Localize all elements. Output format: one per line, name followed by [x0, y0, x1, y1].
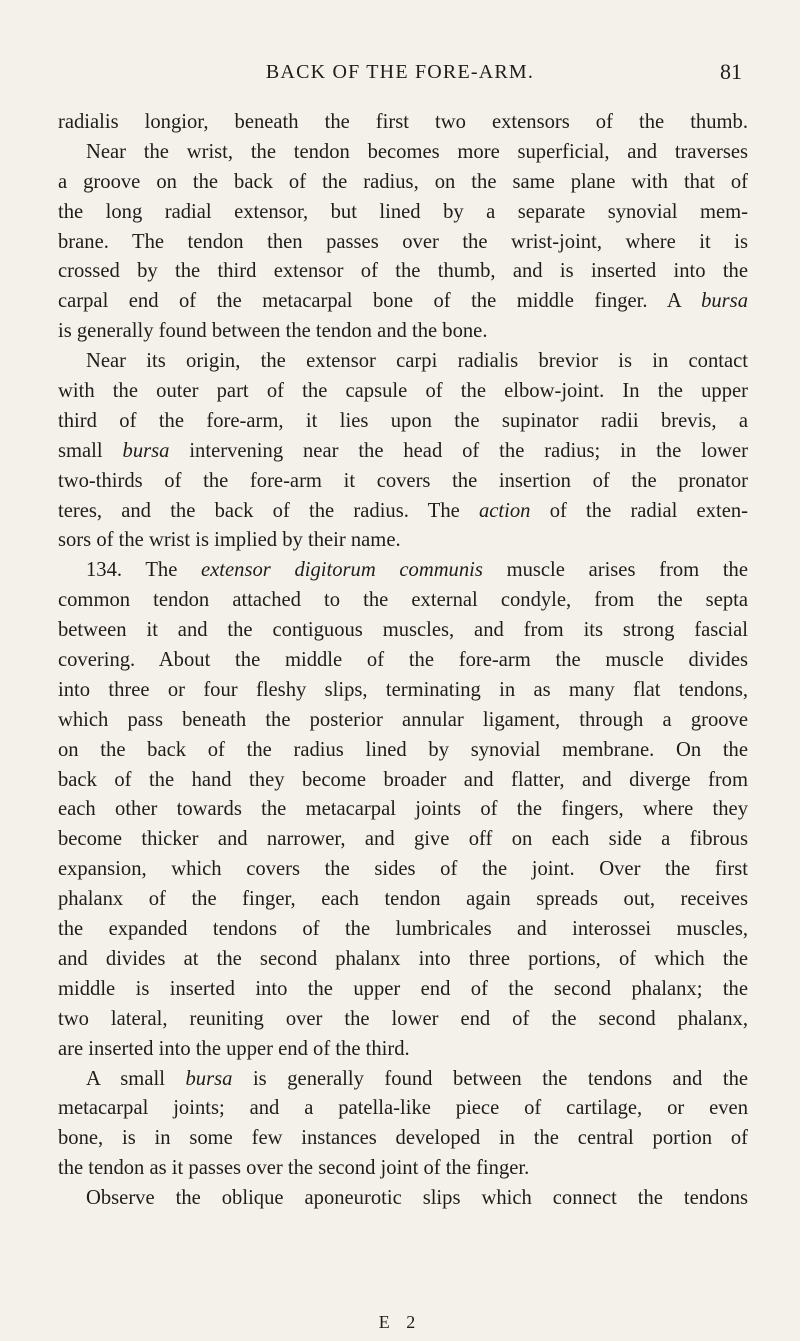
text-segment: bone, is in some few instances developed in the central portion of: [58, 1127, 748, 1150]
text-segment: covering. About the middle of the fore-arm the muscle divides: [58, 649, 748, 672]
text-segment: Observe the oblique aponeurotic slips which connect the tendons: [86, 1187, 748, 1210]
text-line: [58, 1005, 748, 1035]
text-line: [58, 317, 748, 347]
text-segment: each other towards the metacarpal joints of the fingers, where they: [58, 798, 748, 821]
text-segment: are inserted into the upper end of the third.: [58, 1037, 410, 1060]
text-segment: brane. The tendon then passes over the wrist-joint, where it is: [58, 230, 748, 253]
text-segment: A small: [86, 1067, 186, 1090]
text-segment: teres, and the back of the radius. The: [58, 499, 479, 522]
text-segment: two lateral, reuniting over the lower end of the second phalanx,: [58, 1007, 748, 1030]
text-segment: Near its origin, the extensor carpi radialis brevior is in contact: [86, 350, 748, 373]
text-segment: the expanded tendons of the lumbricales and interossei muscles,: [58, 918, 748, 941]
italic-term: bursa: [701, 290, 748, 313]
text-line: [58, 1065, 748, 1095]
text-line: [58, 975, 748, 1005]
text-segment: between it and the contiguous muscles, and from its strong fascial: [58, 619, 748, 642]
italic-term: extensor digitorum communis: [201, 559, 483, 582]
text-line: [58, 646, 748, 676]
text-segment: common tendon attached to the external condyle, from the septa: [58, 589, 748, 612]
text-segment: and divides at the second phalanx into three portions, of which the: [58, 947, 748, 970]
text-line: [58, 108, 748, 138]
text-segment: radialis longior, beneath the first two extensors of the thumb.: [58, 111, 748, 133]
text-line: [58, 228, 748, 258]
text-segment: into three or four fleshy slips, terminating in as many flat tendons,: [58, 678, 748, 701]
text-segment: third of the fore-arm, it lies upon the supinator radii brevis, a: [58, 409, 748, 432]
text-line: [58, 347, 748, 377]
text-line: [58, 616, 748, 646]
text-line: [58, 766, 748, 796]
text-segment: muscle arises from the: [482, 559, 748, 582]
text-line: [58, 586, 748, 616]
text-line: [58, 287, 748, 317]
body-text: [58, 108, 748, 1214]
signature-mark: E 2: [378, 1312, 422, 1332]
text-segment: of the radial exten-: [530, 499, 748, 522]
text-line: [58, 945, 748, 975]
text-line: [58, 885, 748, 915]
page-number: 81: [720, 59, 742, 84]
text-line: [58, 1035, 748, 1065]
text-segment: is generally found between the tendon and the bone.: [58, 320, 488, 343]
text-segment: phalanx of the finger, each tendon again spreads out, receives: [58, 888, 748, 911]
text-line: [58, 556, 748, 586]
italic-term: bursa: [185, 1067, 233, 1090]
text-line: [58, 377, 748, 407]
text-segment: with the outer part of the capsule of the elbow-joint. In the upper: [58, 380, 748, 403]
text-line: [58, 437, 748, 467]
text-line: [58, 138, 748, 168]
text-line: [58, 497, 748, 527]
text-segment: intervening near the head of the radius; in the lower: [169, 439, 749, 462]
text-segment: the tendon as it passes over the second joint of the finger.: [58, 1157, 530, 1180]
italic-term: action: [478, 499, 531, 522]
text-line: [58, 676, 748, 706]
text-line: [58, 795, 748, 825]
text-segment: carpal end of the metacarpal bone of the middle finger. A: [58, 290, 702, 313]
running-title: BACK OF THE FORE-ARM.: [265, 61, 535, 83]
text-line: [58, 736, 748, 766]
text-segment: small: [58, 439, 123, 462]
text-line: [58, 467, 748, 497]
text-segment: become thicker and narrower, and give off on each side a fibrous: [58, 828, 748, 851]
text-segment: crossed by the third extensor of the thumb, and is inserted into the: [58, 260, 748, 283]
text-segment: middle is inserted into the upper end of the second phalanx; the: [58, 977, 748, 1000]
text-line: [58, 915, 748, 945]
text-line: [58, 706, 748, 736]
text-line: [58, 1154, 748, 1184]
text-line: [58, 198, 748, 228]
text-segment: 134. The: [86, 559, 202, 582]
text-line: [58, 1094, 748, 1124]
text-segment: a groove on the back of the radius, on the same plane with that of: [58, 170, 748, 193]
text-segment: two-thirds of the fore-arm it covers the insertion of the pronator: [58, 469, 748, 492]
page-header: [0, 61, 800, 91]
text-segment: Near the wrist, the tendon becomes more superficial, and traverses: [86, 140, 748, 163]
text-segment: the long radial extensor, but lined by a separate synovial mem-: [58, 200, 748, 223]
text-segment: metacarpal joints; and a patella-like piece of cartilage, or even: [58, 1097, 748, 1120]
text-line: [58, 855, 748, 885]
text-line: [58, 407, 748, 437]
text-line: [58, 1184, 748, 1214]
text-segment: which pass beneath the posterior annular ligament, through a groove: [58, 708, 748, 731]
text-line: [58, 1124, 748, 1154]
italic-term: bursa: [122, 439, 170, 462]
text-segment: on the back of the radius lined by synovial membrane. On the: [58, 738, 748, 761]
text-line: [58, 257, 748, 287]
text-line: [58, 825, 748, 855]
text-segment: sors of the wrist is implied by their name.: [58, 529, 401, 552]
text-line: [58, 526, 748, 556]
text-segment: is generally found between the tendons and the: [232, 1067, 749, 1090]
text-line: [58, 168, 748, 198]
text-segment: expansion, which covers the sides of the joint. Over the first: [58, 858, 748, 881]
text-segment: back of the hand they become broader and flatter, and diverge from: [58, 768, 748, 791]
